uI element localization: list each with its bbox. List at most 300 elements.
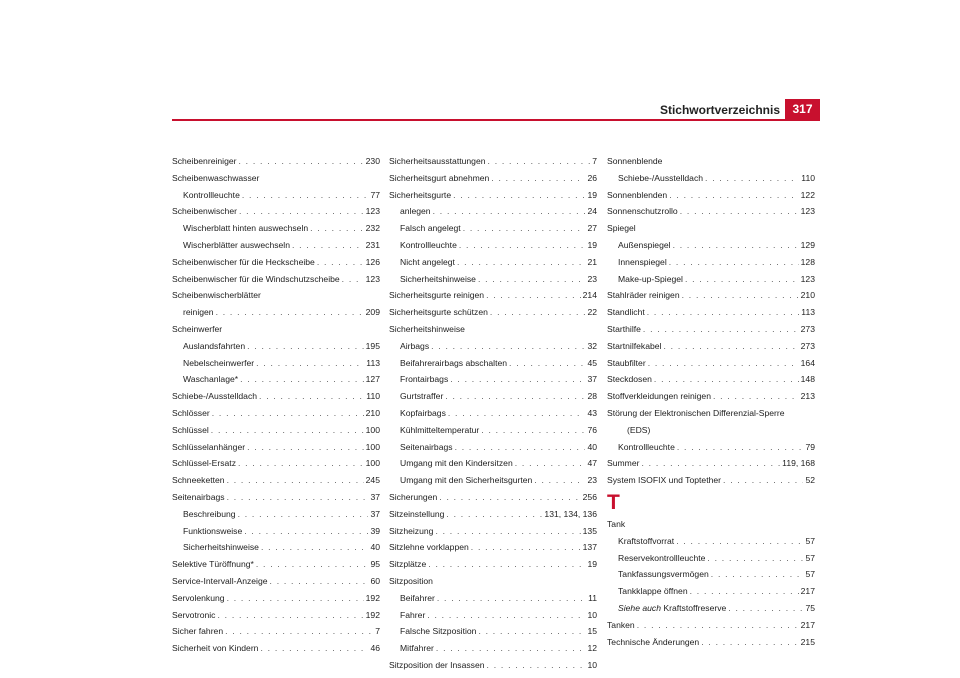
index-page-ref[interactable]: 110 [366, 391, 380, 402]
dot-leader [647, 304, 800, 321]
index-term-text: Sicherheitshinweise [400, 273, 476, 284]
index-page-ref[interactable]: 123 [365, 206, 380, 217]
index-term [400, 237, 457, 254]
dot-leader [433, 203, 586, 220]
index-term [389, 556, 426, 573]
dot-leader [242, 187, 369, 204]
index-page-ref[interactable]: 215 [800, 636, 815, 647]
index-entry [607, 355, 815, 372]
index-term-text: Sicherheitsgurte reinigen [389, 290, 485, 301]
dot-leader [256, 355, 364, 372]
index-term [618, 170, 703, 187]
index-page-ref[interactable]: 128 [800, 256, 815, 267]
dot-leader [711, 566, 804, 583]
dot-leader [457, 254, 585, 271]
index-page-ref[interactable]: 256 [582, 491, 597, 502]
index-page-ref[interactable]: 113 [366, 357, 380, 368]
index-term [607, 355, 646, 372]
index-term-text: Seitenairbags [172, 491, 225, 502]
index-entry [172, 405, 380, 422]
index-subentry [389, 623, 597, 640]
dot-leader [260, 640, 368, 657]
index-page-ref[interactable]: 52 [805, 475, 815, 486]
index-entry [389, 506, 597, 523]
index-term [172, 153, 237, 170]
index-term [627, 422, 650, 439]
dot-leader [450, 371, 585, 388]
index-entry [389, 657, 597, 674]
dot-leader [238, 506, 369, 523]
index-page-ref[interactable]: 43 [587, 407, 597, 418]
index-page-ref[interactable]: 100 [365, 424, 380, 435]
index-term [389, 153, 486, 170]
index-term-text: Tank [607, 518, 626, 529]
index-term-text: Spiegel [607, 223, 636, 234]
index-page-ref[interactable]: 273 [800, 323, 815, 334]
index-page-ref[interactable]: 119, 168 [782, 458, 815, 469]
index-page-ref[interactable]: 32 [587, 340, 597, 351]
index-entry [172, 388, 380, 405]
index-page-ref[interactable]: 37 [587, 374, 597, 385]
index-term-text: Tankfassungsvermögen [618, 569, 709, 580]
index-page-ref[interactable]: 21 [587, 256, 597, 267]
index-term [618, 254, 667, 271]
index-term [172, 405, 210, 422]
index-page-ref[interactable]: 231 [365, 239, 380, 250]
index-term-text: Technische Änderungen [607, 636, 700, 647]
index-term-text: Innenspiegel [618, 256, 667, 267]
index-subentry [389, 338, 597, 355]
index-term [172, 439, 245, 456]
index-term-text: Umgang mit den Sicherheitsgurten [400, 475, 533, 486]
index-page-ref[interactable]: 37 [370, 508, 380, 519]
dot-leader [486, 287, 581, 304]
index-term [172, 556, 254, 573]
index-page-ref[interactable]: 113 [801, 307, 815, 318]
index-subentry [172, 523, 380, 540]
index-page-ref[interactable]: 12 [587, 643, 597, 654]
index-entry [172, 623, 380, 640]
index-term-text: Seitenairbags [400, 441, 453, 452]
index-term [183, 304, 214, 321]
index-subentry [172, 220, 380, 237]
index-page-ref[interactable]: 79 [805, 441, 815, 452]
index-page-ref[interactable]: 135 [582, 525, 597, 536]
index-term [183, 523, 242, 540]
index-page-ref[interactable]: 217 [800, 586, 815, 597]
index-page-ref[interactable]: 213 [800, 391, 815, 402]
index-term [172, 640, 258, 657]
dot-leader [437, 590, 586, 607]
index-entry [172, 203, 380, 220]
dot-leader [680, 203, 799, 220]
index-term-text: Nicht angelegt [400, 256, 455, 267]
index-entry [172, 287, 380, 304]
dot-leader [428, 556, 585, 573]
index-term [607, 321, 641, 338]
index-entry [172, 422, 380, 439]
index-term-text: Umgang mit den Kindersitzen [400, 458, 513, 469]
dot-leader [227, 472, 364, 489]
dot-leader [654, 371, 799, 388]
index-page-ref[interactable]: 273 [800, 340, 815, 351]
index-entry [389, 170, 597, 187]
index-entry [607, 321, 815, 338]
index-page-ref[interactable]: 100 [365, 441, 380, 452]
index-entry [172, 271, 380, 288]
index-term [607, 153, 662, 170]
dot-leader [435, 523, 580, 540]
index-page-ref[interactable]: 57 [805, 552, 815, 563]
index-term [607, 287, 680, 304]
dot-leader [488, 153, 591, 170]
index-term-text: Mitfahrer [400, 643, 434, 654]
dot-leader [690, 583, 799, 600]
index-subentry [607, 533, 815, 550]
index-page-ref[interactable]: 22 [587, 307, 597, 318]
dot-leader [238, 455, 364, 472]
index-term [400, 203, 431, 220]
index-entry [389, 523, 597, 540]
index-term [172, 388, 257, 405]
index-page-ref[interactable]: 10 [587, 659, 597, 670]
index-page-ref[interactable]: 23 [587, 273, 597, 284]
dot-leader [217, 607, 363, 624]
dot-leader [490, 304, 586, 321]
index-term-text: Sicherheitshinweise [183, 542, 259, 553]
index-page-ref[interactable]: 126 [365, 256, 380, 267]
index-term [618, 583, 688, 600]
index-term-text: Steckdosen [607, 374, 652, 385]
index-term-text: Beifahrer [400, 592, 435, 603]
index-term-text: Fahrer [400, 609, 426, 620]
index-page-ref[interactable]: 60 [370, 575, 380, 586]
index-entry [172, 573, 380, 590]
page-number: 317 [785, 99, 820, 120]
index-entry [389, 489, 597, 506]
index-entry [607, 153, 815, 170]
index-entry [607, 617, 815, 634]
dot-leader [677, 439, 804, 456]
index-entry [607, 203, 815, 220]
index-subentry [172, 338, 380, 355]
index-term-text: Sicherheitshinweise [389, 323, 465, 334]
header-rule [172, 119, 820, 121]
index-entry [172, 254, 380, 271]
index-page-ref[interactable]: 7 [375, 626, 380, 637]
index-term-text: Kraftstoffvorrat [618, 535, 675, 546]
index-term [172, 607, 215, 624]
index-term-text: Service-Intervall-Anzeige [172, 575, 268, 586]
index-page-ref[interactable]: 26 [587, 172, 597, 183]
index-term [172, 321, 222, 338]
dot-leader [227, 590, 364, 607]
dot-leader [310, 220, 364, 237]
index-subentry [172, 506, 380, 523]
index-term-text: Sicher fahren [172, 626, 224, 637]
index-subentry [389, 405, 597, 422]
dot-leader [448, 405, 586, 422]
index-entry [172, 472, 380, 489]
index-term-text: Sonnenblende [607, 156, 663, 166]
index-page-ref[interactable]: 192 [365, 609, 380, 620]
dot-leader [491, 170, 585, 187]
dot-leader [643, 321, 799, 338]
index-page-ref[interactable]: 11 [588, 592, 597, 603]
dot-leader [247, 439, 364, 456]
index-page-ref[interactable]: 37 [370, 491, 380, 502]
index-page-ref[interactable]: 127 [365, 374, 380, 385]
index-page-ref[interactable]: 210 [365, 407, 380, 418]
index-term [607, 203, 678, 220]
index-term-text: Make-up-Spiegel [618, 273, 683, 284]
index-term-text: Staubfilter [607, 357, 646, 368]
index-term [389, 523, 433, 540]
dot-leader [478, 623, 585, 640]
index-page-ref[interactable]: 192 [365, 592, 380, 603]
index-page-ref[interactable]: 40 [370, 542, 380, 553]
index-term [172, 472, 225, 489]
index-term [607, 220, 636, 237]
index-subentry [607, 600, 815, 617]
index-page-ref[interactable]: 19 [587, 189, 597, 200]
index-term [183, 338, 245, 355]
index-term-text: Schiebe-/Ausstelldach [618, 172, 704, 183]
index-term-text: Falsche Sitzposition [400, 626, 477, 637]
index-term-text: Servotronic [172, 609, 216, 620]
index-entry [607, 338, 815, 355]
index-term-text: Selektive Türöffnung* [172, 559, 254, 570]
see-also-label: Siehe auch [618, 602, 662, 613]
index-term-text: Schlüssel [172, 424, 209, 435]
index-page-ref[interactable]: 123 [365, 273, 380, 284]
index-term-text: Nebelscheinwerfer [183, 357, 255, 368]
index-page-ref[interactable]: 230 [365, 156, 380, 166]
dot-leader [707, 550, 803, 567]
index-subentry [172, 187, 380, 204]
index-term [172, 489, 225, 506]
dot-leader [641, 455, 780, 472]
dot-leader [669, 187, 798, 204]
dot-leader [478, 271, 585, 288]
index-entry [607, 634, 815, 651]
index-term [172, 455, 236, 472]
index-term [400, 405, 446, 422]
index-entry [607, 472, 815, 489]
index-entry [607, 405, 815, 422]
index-term-text: Airbags [400, 340, 430, 351]
index-subentry [389, 472, 597, 489]
index-term [172, 271, 340, 288]
index-page-ref[interactable]: 7 [592, 156, 597, 166]
index-entry [172, 153, 380, 170]
index-page-ref[interactable]: 27 [587, 223, 597, 234]
index-page-ref[interactable]: 95 [370, 559, 380, 570]
index-page-ref[interactable]: 123 [800, 273, 815, 284]
index-term [389, 489, 437, 506]
index-term-text: (EDS) [627, 424, 651, 435]
index-term-text: Außenspiegel [618, 239, 671, 250]
index-page-ref[interactable]: 110 [801, 172, 815, 183]
index-page-ref[interactable]: 214 [582, 290, 597, 301]
index-page-ref[interactable]: 10 [587, 609, 597, 620]
index-entry [607, 287, 815, 304]
dot-leader [534, 472, 585, 489]
index-term-text: Sitzposition der Insassen [389, 659, 485, 670]
index-term-text: Sitzposition [389, 575, 433, 586]
dot-leader [431, 338, 585, 355]
dot-leader [487, 657, 586, 674]
index-subentry [389, 220, 597, 237]
index-term [389, 573, 433, 590]
index-term-text: Starthilfe [607, 323, 641, 334]
dot-leader [676, 533, 803, 550]
index-subentry [607, 271, 815, 288]
index-page-ref[interactable]: 232 [365, 223, 380, 234]
index-term-text: Kontrollleuchte [400, 239, 457, 250]
index-term-text: Sonnenblenden [607, 189, 668, 200]
index-page-ref[interactable]: 15 [587, 626, 597, 637]
index-subentry [172, 371, 380, 388]
index-term [618, 439, 675, 456]
index-page-ref[interactable]: 46 [370, 643, 380, 654]
index-entry [607, 220, 815, 237]
index-term [400, 472, 532, 489]
index-term [400, 271, 476, 288]
index-term-text: Kraftstoffreserve [663, 602, 727, 613]
index-subentry [389, 422, 597, 439]
index-subentry [172, 237, 380, 254]
dot-leader [240, 371, 364, 388]
index-term-text: Falsch angelegt [400, 223, 461, 234]
index-term [183, 506, 236, 523]
index-page-ref[interactable]: 24 [587, 206, 597, 217]
index-subentry [607, 566, 815, 583]
index-entry [389, 287, 597, 304]
index-page-ref[interactable]: 209 [365, 307, 380, 318]
dot-leader [648, 355, 799, 372]
index-term [400, 640, 434, 657]
index-page-ref[interactable]: 148 [800, 374, 815, 385]
index-page-ref[interactable]: 195 [365, 340, 380, 351]
index-page-ref[interactable]: 164 [800, 357, 815, 368]
index-page-ref[interactable]: 39 [370, 525, 380, 536]
index-term-text: Sicherheitsausstattungen [389, 156, 486, 166]
index-term [607, 304, 645, 321]
dot-leader [515, 455, 586, 472]
dot-leader [663, 338, 798, 355]
index-term-text: reinigen [183, 307, 214, 318]
index-term [607, 455, 639, 472]
index-subentry [172, 304, 380, 321]
index-subentry [607, 439, 815, 456]
index-term-text: Schlösser [172, 407, 210, 418]
index-term-text: Störung der Elektronischen Differenzial-Sperre [607, 407, 785, 418]
index-page-ref[interactable]: 75 [805, 602, 815, 613]
index-page-ref[interactable]: 45 [587, 357, 597, 368]
index-term-text: Beifahrerairbags abschalten [400, 357, 508, 368]
index-page-ref[interactable]: 123 [800, 206, 815, 217]
index-term-text: Summer [607, 458, 640, 469]
index-subentry [607, 583, 815, 600]
index-page-ref[interactable]: 100 [365, 458, 380, 469]
index-term [400, 254, 455, 271]
index-entry [389, 153, 597, 170]
dot-leader [453, 187, 585, 204]
index-subentry [389, 371, 597, 388]
index-term [607, 617, 635, 634]
index-page-ref[interactable]: 131, 134, 136 [544, 508, 597, 519]
index-page-ref[interactable]: 47 [587, 458, 597, 469]
index-term-text: Standlicht [607, 307, 645, 318]
index-term [607, 338, 661, 355]
index-subentry [607, 550, 815, 567]
index-page-ref[interactable]: 217 [800, 619, 815, 630]
index-term [400, 607, 425, 624]
index-entry [172, 607, 380, 624]
index-term-text: Sitzeinstellung [389, 508, 445, 519]
index-term [400, 338, 429, 355]
index-page-ref[interactable]: 76 [587, 424, 597, 435]
index-term-text: System ISOFIX und Toptether [607, 475, 722, 486]
dot-leader [261, 539, 368, 556]
index-term-text: Sicherheit von Kindern [172, 643, 259, 654]
index-term-text: Tankklappe öffnen [618, 586, 688, 597]
index-term [400, 439, 453, 456]
index-term-text: Sicherheitsgurte [389, 189, 452, 200]
index-entry [607, 388, 815, 405]
index-term [618, 237, 671, 254]
index-term-text: Sitzheizung [389, 525, 434, 536]
index-subentry [389, 590, 597, 607]
index-subentry [389, 271, 597, 288]
dot-leader [509, 355, 585, 372]
dot-leader [439, 489, 580, 506]
index-column-2 [389, 153, 597, 674]
index-page-ref[interactable]: 19 [587, 559, 597, 570]
index-term [400, 220, 461, 237]
index-page-ref[interactable]: 77 [370, 189, 380, 200]
index-page-ref[interactable]: 23 [587, 475, 597, 486]
index-page-ref[interactable]: 137 [582, 542, 597, 553]
index-page-ref[interactable]: 19 [587, 239, 597, 250]
index-term-text: Scheibenwischer für die Windschutzscheibe [172, 273, 340, 284]
index-entry [172, 640, 380, 657]
index-subentry [172, 355, 380, 372]
index-page-ref[interactable]: 129 [800, 239, 815, 250]
index-subentry [389, 388, 597, 405]
index-entry [389, 556, 597, 573]
index-term [400, 422, 479, 439]
index-page-ref[interactable]: 57 [805, 535, 815, 546]
index-page-ref[interactable]: 245 [365, 475, 380, 486]
index-entry [389, 321, 597, 338]
index-page-ref[interactable]: 28 [587, 391, 597, 402]
index-entry [607, 516, 815, 533]
index-term [389, 539, 469, 556]
index-entry [172, 439, 380, 456]
index-page-ref[interactable]: 57 [805, 569, 815, 580]
index-page-ref[interactable]: 122 [800, 189, 815, 200]
index-term [389, 170, 489, 187]
index-page-ref[interactable]: 210 [800, 290, 815, 301]
dot-leader [459, 237, 586, 254]
index-term-text: Servolenkung [172, 592, 225, 603]
index-page-ref[interactable]: 40 [587, 441, 597, 452]
index-term [607, 405, 785, 422]
index-entry [172, 455, 380, 472]
index-term [400, 590, 435, 607]
